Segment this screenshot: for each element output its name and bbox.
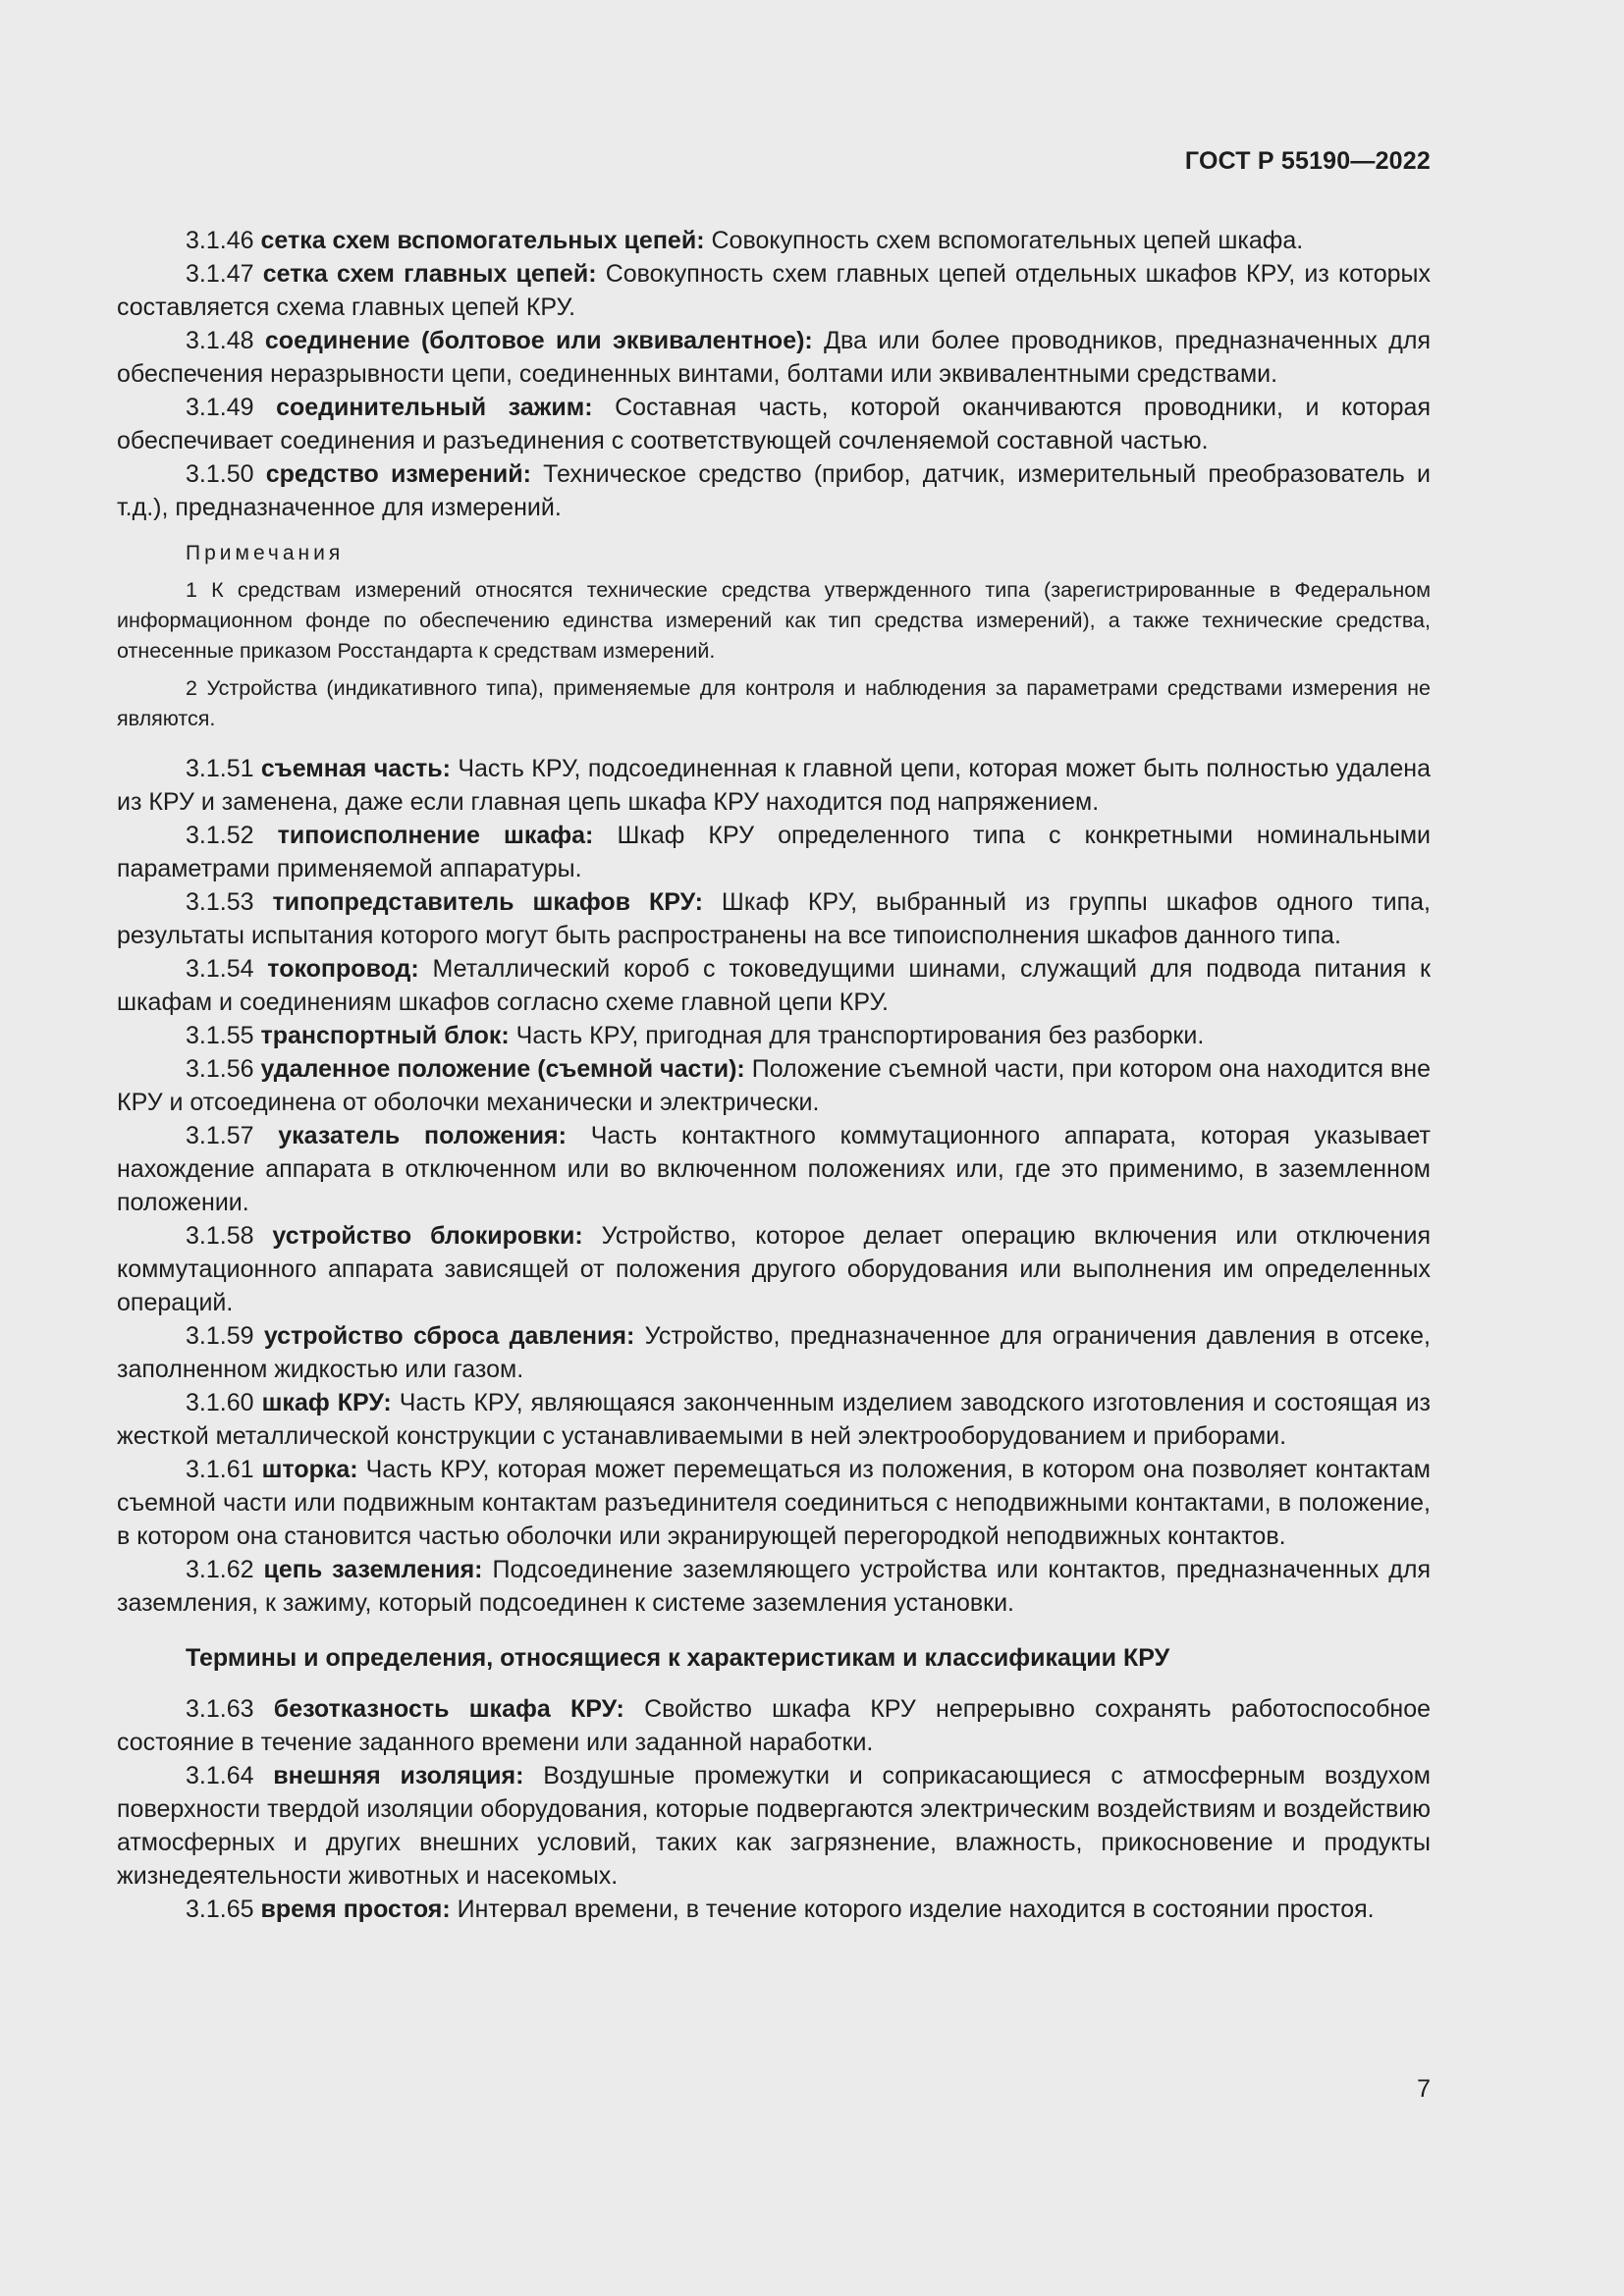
term-name: безотказность шкафа КРУ: (273, 1695, 624, 1723)
term-name: соединительный зажим: (276, 394, 593, 421)
term-definition: Два или более проводников, предназначенных для обеспечения неразрывности цепи, соединенных винтами, болтами или эквивалентными средствами. (117, 327, 1431, 388)
term-number: 3.1.48 (186, 327, 254, 354)
term-list-b (117, 752, 1431, 1620)
term-name: сетка схем главных цепей: (262, 260, 597, 288)
term-name: транспортный блок: (260, 1022, 510, 1049)
term-entry (117, 1052, 1431, 1119)
term-definition: Часть контактного коммутационного аппарата, которая указывает нахождение аппарата в отключенном или во включенном положениях или, где это применимо, в заземленном положении. (117, 1122, 1431, 1216)
term-entry (117, 1553, 1431, 1620)
term-definition: Совокупность схем главных цепей отдельных шкафов КРУ, из которых составляется схема главных цепей КРУ. (117, 260, 1431, 321)
term-name: токопровод: (267, 955, 419, 983)
term-entry (117, 391, 1431, 457)
term-number: 3.1.65 (186, 1896, 254, 1923)
term-name: съемная часть: (260, 755, 451, 782)
term-entry (117, 1219, 1431, 1319)
term-entry (117, 257, 1431, 324)
term-entry (117, 952, 1431, 1019)
term-definition: Металлический короб с токоведущими шинами, служащий для подвода питания к шкафам и соединениям шкафов согласно схеме главной цепи КРУ. (117, 955, 1431, 1016)
term-definition: Часть КРУ, пригодная для транспортирования без разборки. (515, 1022, 1205, 1049)
term-definition: Часть КРУ, подсоединенная к главной цепи, которая может быть полностью удалена из КРУ и заменена, даже если главная цепь шкафа КРУ находится под напряжением. (117, 755, 1432, 816)
page-number: 7 (1417, 2075, 1431, 2103)
term-definition: Часть КРУ, которая может перемещаться из положения, в котором она позволяет контактам съемной части или подвижным контактам разъединителя соединиться с неподвижными контактами, в положение, в котором она становится частью оболочки или экранирующей перегородкой неподвижных контактов. (117, 1456, 1431, 1550)
term-entry (117, 1119, 1431, 1219)
term-name: цепь заземления: (263, 1556, 483, 1583)
term-number: 3.1.51 (186, 755, 254, 782)
term-name: шторка: (261, 1456, 358, 1483)
term-definition: Устройство, которое делает операцию включения или отключения коммутационного аппарата зависящей от положения другого оборудования или выполнения им определенных операций. (117, 1222, 1431, 1316)
term-number: 3.1.61 (186, 1456, 254, 1483)
term-name: внешняя изоляция: (273, 1762, 524, 1789)
term-name: типоисполнение шкафа: (277, 822, 594, 849)
document-body (117, 224, 1431, 1926)
term-number: 3.1.52 (186, 822, 254, 849)
section-heading: Термины и определения, относящиеся к характеристикам и классификации КРУ (186, 1644, 1170, 1672)
term-entry (117, 1759, 1431, 1893)
term-number: 3.1.53 (186, 888, 254, 916)
term-number: 3.1.64 (186, 1762, 254, 1789)
term-number: 3.1.57 (186, 1122, 254, 1149)
term-number: 3.1.55 (186, 1022, 254, 1049)
term-name: шкаф КРУ: (261, 1389, 392, 1416)
term-definition: Устройство, предназначенное для ограничения давления в отсеке, заполненном жидкостью или газом. (117, 1322, 1431, 1383)
term-definition: Положение съемной части, при котором она находится вне КРУ и отсоединена от оболочки механически и электрически. (117, 1055, 1432, 1116)
term-entry (117, 752, 1431, 819)
term-entry (117, 819, 1431, 885)
term-name: типопредставитель шкафов КРУ: (272, 888, 703, 916)
term-definition: Шкаф КРУ определенного типа с конкретными номинальными параметрами применяемой аппаратуры. (117, 822, 1431, 882)
term-name: сетка схем вспомогательных цепей: (260, 227, 705, 254)
term-entry (117, 457, 1431, 524)
term-number: 3.1.50 (186, 460, 254, 488)
notes-title: Примечания (186, 542, 345, 564)
term-list-a (117, 224, 1431, 524)
term-number: 3.1.63 (186, 1695, 254, 1723)
term-name: средство измерений: (265, 460, 531, 488)
term-entry (117, 1386, 1431, 1453)
term-entry (117, 1019, 1431, 1052)
term-list-c (117, 1692, 1431, 1926)
term-definition: Часть КРУ, являющаяся законченным изделием заводского изготовления и состоящая из жесткой металлической конструкции с устанавливаемыми в ней электрооборудованием и приборами. (117, 1389, 1431, 1450)
term-name: время простоя: (260, 1896, 451, 1923)
term-number: 3.1.56 (186, 1055, 254, 1083)
document-id-header: ГОСТ Р 55190—2022 (1184, 147, 1431, 175)
term-number: 3.1.58 (186, 1222, 254, 1250)
term-number: 3.1.47 (186, 260, 254, 288)
note-item: 1 К средствам измерений относятся технические средства утвержденного типа (зарегистрированные в Федеральном информационном фонде по обеспечению единства измерений как тип средства измерений), а также технические средства, отнесенные приказом Росстандарта к средствам измерений. (117, 578, 1431, 663)
term-definition: Составная часть, которой оканчиваются проводники, и которая обеспечивает соединения и разъединения с соответствующей сочленяемой составной частью. (117, 394, 1431, 454)
term-name: соединение (болтовое или эквивалентное): (264, 327, 813, 354)
term-entry (117, 1453, 1431, 1553)
term-definition: Интервал времени, в течение которого изделие находится в состоянии простоя. (457, 1896, 1375, 1923)
term-number: 3.1.60 (186, 1389, 254, 1416)
term-definition: Воздушные промежутки и соприкасающиеся с атмосферным воздухом поверхности твердой изоляции оборудования, которые подвергаются электрическим воздействиям и воздействию атмосферных и других внешних условий, таких как загрязнение, влажность, прикосновение и продукты жизнедеятельности животных и насекомых. (117, 1762, 1431, 1890)
term-definition: Свойство шкафа КРУ непрерывно сохранять работоспособное состояние в течение заданного времени или заданной наработки. (117, 1695, 1432, 1756)
term-definition: Техническое средство (прибор, датчик, измерительный преобразователь и т.д.), предназначенное для измерений. (117, 460, 1431, 521)
term-entry (117, 1893, 1431, 1926)
term-entry (117, 324, 1431, 391)
notes-block (117, 540, 1431, 734)
term-name: устройство блокировки: (272, 1222, 583, 1250)
term-definition: Подсоединение заземляющего устройства или контактов, предназначенных для заземления, к зажиму, который подсоединен к системе заземления установки. (117, 1556, 1432, 1617)
term-entry (117, 224, 1431, 257)
term-name: указатель положения: (278, 1122, 567, 1149)
note-item: 2 Устройства (индикативного типа), применяемые для контроля и наблюдения за параметрами средствами измерения не являются. (117, 676, 1431, 730)
term-definition: Шкаф КРУ, выбранный из группы шкафов одного типа, результаты испытания которого могут быть распространены на все типоисполнения шкафов данного типа. (117, 888, 1431, 949)
term-number: 3.1.46 (186, 227, 254, 254)
term-number: 3.1.59 (186, 1322, 254, 1350)
term-name: удаленное положение (съемной части): (260, 1055, 745, 1083)
term-number: 3.1.62 (186, 1556, 254, 1583)
term-entry (117, 1319, 1431, 1386)
term-number: 3.1.49 (186, 394, 254, 421)
term-name: устройство сброса давления: (263, 1322, 635, 1350)
term-entry (117, 1692, 1431, 1759)
term-number: 3.1.54 (186, 955, 254, 983)
term-entry (117, 885, 1431, 952)
term-definition: Совокупность схем вспомогательных цепей шкафа. (711, 227, 1304, 254)
